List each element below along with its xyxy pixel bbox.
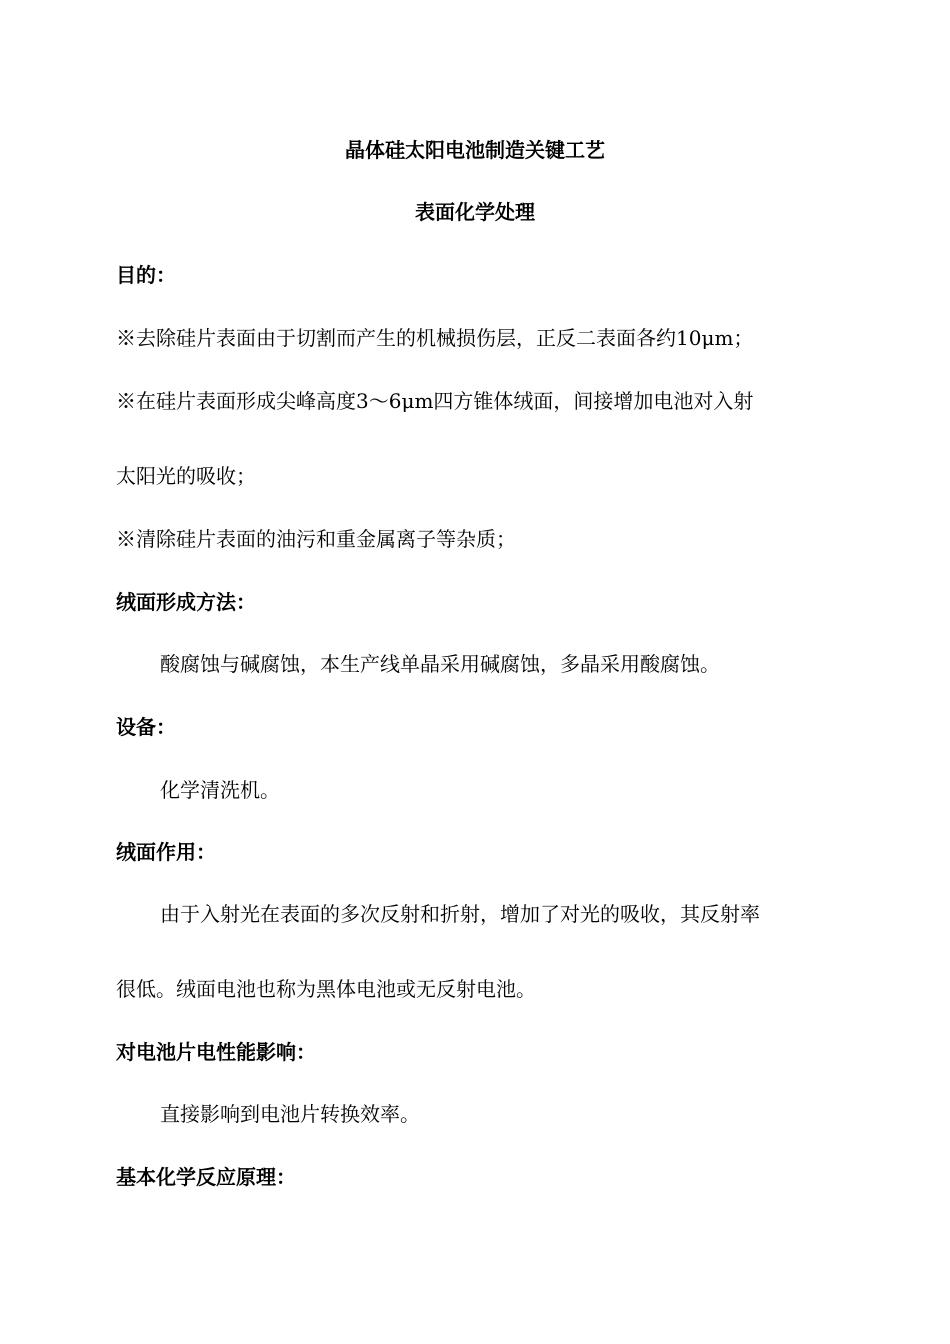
texture-function-text-line-2: 很低。绒面电池也称为黑体电池或无反射电池。 <box>116 977 536 1001</box>
purpose-item-1: ※去除硅片表面由于切割而产生的机械损伤层，正反二表面各约10μm； <box>116 326 754 350</box>
texture-method-heading: 绒面形成方法： <box>116 590 256 614</box>
purpose-item-2: ※在硅片表面形成尖峰高度3～6μm四方锥体绒面，间接增加电池对入射 <box>116 389 754 413</box>
texture-function-heading: 绒面作用： <box>116 840 216 864</box>
equipment-heading: 设备： <box>116 715 176 739</box>
equipment-text: 化学清洗机。 <box>160 778 280 802</box>
purpose-item-3: ※清除硅片表面的油污和重金属离子等杂质； <box>116 527 516 551</box>
purpose-item-2-continued: 太阳光的吸收； <box>116 464 256 488</box>
section-title: 表面化学处理 <box>415 200 535 224</box>
cell-impact-text: 直接影响到电池片转换效率。 <box>160 1102 420 1126</box>
chemistry-heading: 基本化学反应原理： <box>116 1165 296 1189</box>
cell-impact-heading: 对电池片电性能影响： <box>116 1040 316 1064</box>
texture-function-text-line-1: 由于入射光在表面的多次反射和折射，增加了对光的吸收，其反射率 <box>160 902 760 926</box>
document-title: 晶体硅太阳电池制造关键工艺 <box>345 138 605 162</box>
texture-method-text: 酸腐蚀与碱腐蚀，本生产线单晶采用碱腐蚀，多晶采用酸腐蚀。 <box>160 652 720 676</box>
purpose-heading: 目的： <box>116 263 176 287</box>
